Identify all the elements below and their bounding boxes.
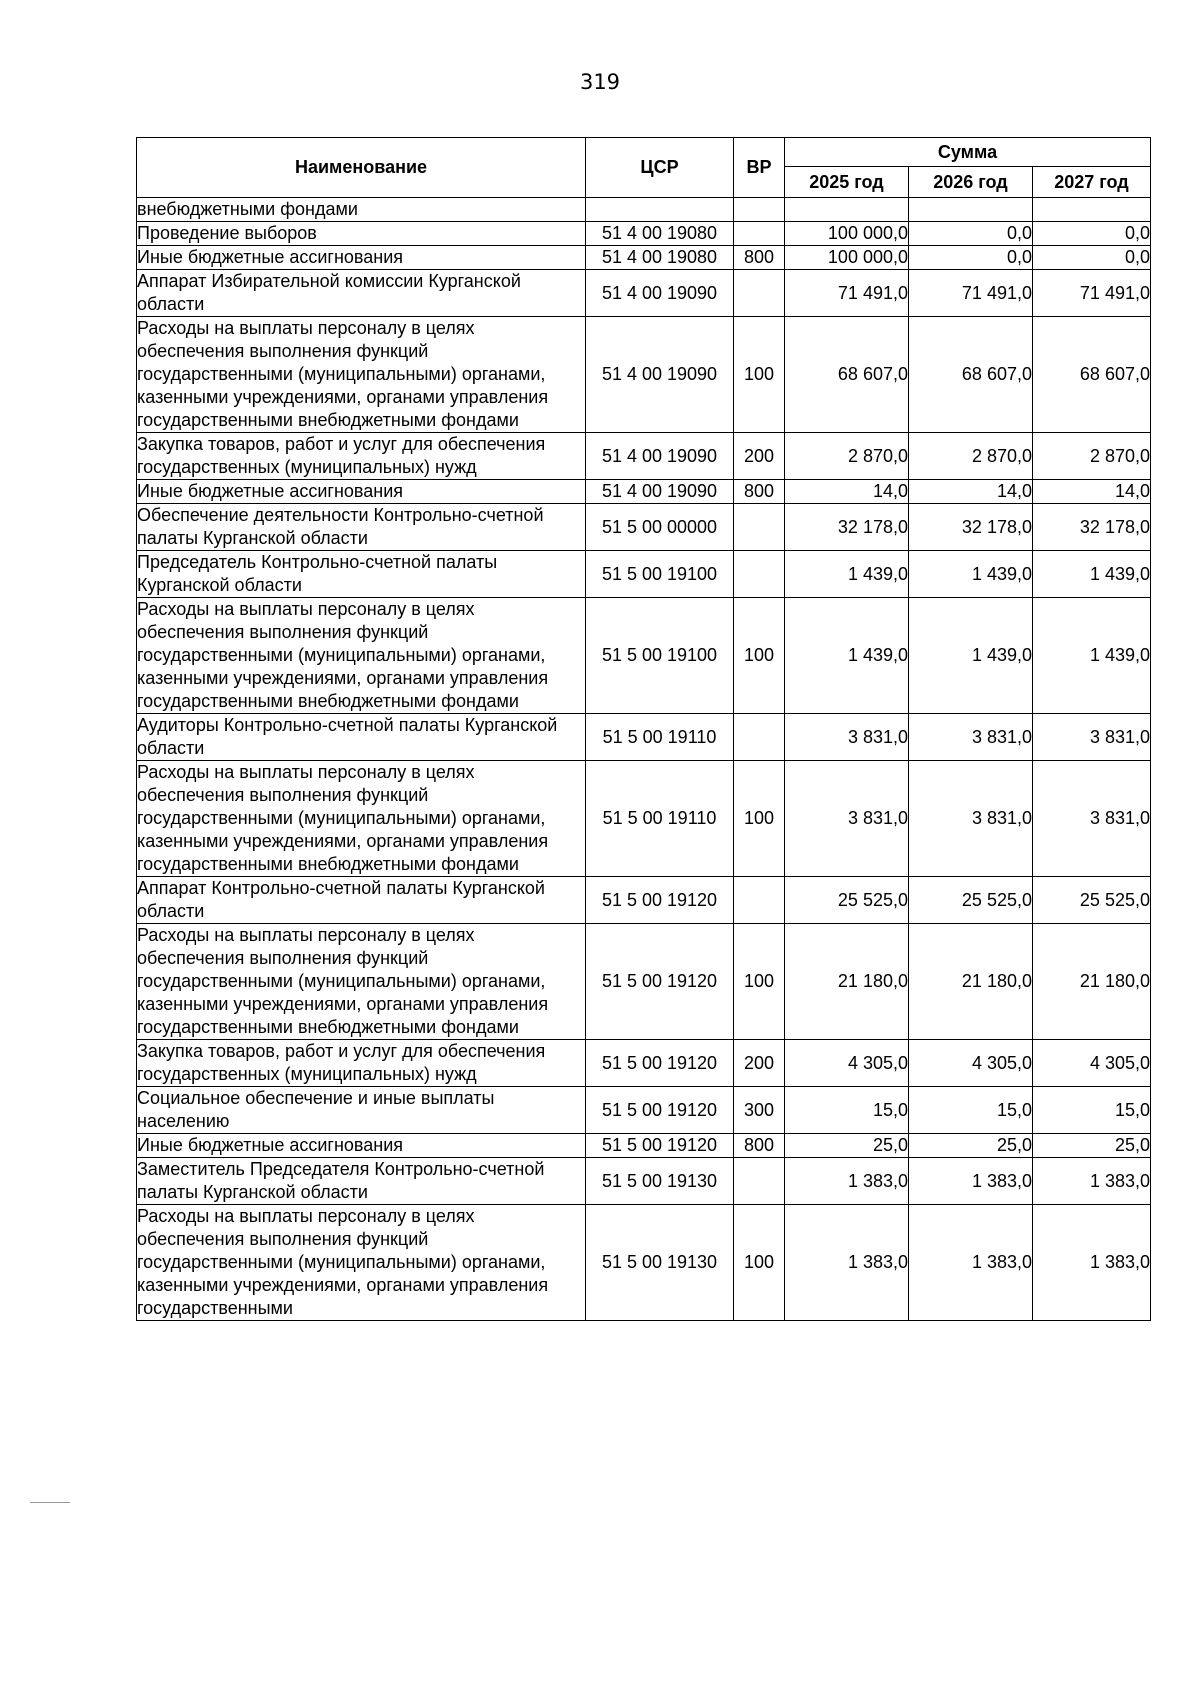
table-row [137,1205,1151,1321]
row-vr: 200 [734,1040,785,1087]
row-vr: 800 [734,246,785,270]
row-sum-2027: 2 870,0 [1033,433,1151,480]
row-name: внебюджетными фондами [137,198,586,222]
row-sum-2027: 14,0 [1033,480,1151,504]
row-sum-2026: 2 870,0 [909,433,1033,480]
row-sum-2027: 1 383,0 [1033,1158,1151,1205]
row-sum-2025: 2 870,0 [785,433,909,480]
row-sum-2025: 1 439,0 [785,551,909,598]
table-row [137,761,1151,877]
row-csr: 51 5 00 19120 [586,877,734,924]
row-vr: 100 [734,317,785,433]
header-name: Наименование [137,138,586,198]
row-csr: 51 4 00 19090 [586,317,734,433]
header-sum: Сумма [785,138,1151,167]
row-name: Председатель Контрольно-счетной палаты Курганской области [137,551,586,598]
table-row [137,222,1151,246]
row-name: Закупка товаров, работ и услуг для обеспечения государственных (муниципальных) нужд [137,433,586,480]
row-sum-2025: 1 383,0 [785,1205,909,1321]
row-csr: 51 4 00 19090 [586,480,734,504]
row-sum-2025: 3 831,0 [785,761,909,877]
row-sum-2027: 15,0 [1033,1087,1151,1134]
row-sum-2026: 0,0 [909,246,1033,270]
table-header [137,138,1151,198]
row-sum-2026: 1 383,0 [909,1158,1033,1205]
row-vr: 100 [734,1205,785,1321]
row-sum-2025: 4 305,0 [785,1040,909,1087]
row-sum-2026: 14,0 [909,480,1033,504]
row-sum-2025: 32 178,0 [785,504,909,551]
row-sum-2026: 68 607,0 [909,317,1033,433]
table-row [137,480,1151,504]
row-name: Социальное обеспечение и иные выплаты населению [137,1087,586,1134]
row-vr: 100 [734,598,785,714]
row-sum-2027: 0,0 [1033,222,1151,246]
table-row [137,714,1151,761]
row-name: Расходы на выплаты персоналу в целях обеспечения выполнения функций государственными (муниципальными) органами, казенными учреждениями, органами управления государственными внебюджетными фондами [137,924,586,1040]
table-body [137,198,1151,1321]
table-row [137,924,1151,1040]
row-sum-2027: 4 305,0 [1033,1040,1151,1087]
budget-table [136,137,1151,1321]
row-sum-2026: 3 831,0 [909,761,1033,877]
row-name: Закупка товаров, работ и услуг для обеспечения государственных (муниципальных) нужд [137,1040,586,1087]
table-row [137,433,1151,480]
row-sum-2026: 3 831,0 [909,714,1033,761]
row-sum-2026: 1 383,0 [909,1205,1033,1321]
row-sum-2027: 25 525,0 [1033,877,1151,924]
table-row [137,877,1151,924]
table-row [137,270,1151,317]
row-sum-2026: 4 305,0 [909,1040,1033,1087]
row-sum-2026: 25 525,0 [909,877,1033,924]
row-sum-2027: 1 439,0 [1033,551,1151,598]
row-vr [734,504,785,551]
row-csr: 51 4 00 19090 [586,270,734,317]
header-year-2026: 2026 год [909,167,1033,198]
row-csr: 51 5 00 19120 [586,1134,734,1158]
row-sum-2025: 25 525,0 [785,877,909,924]
row-sum-2025: 1 439,0 [785,598,909,714]
row-sum-2025: 21 180,0 [785,924,909,1040]
row-sum-2025: 100 000,0 [785,222,909,246]
row-name: Заместитель Председателя Контрольно-счетной палаты Курганской области [137,1158,586,1205]
table-row [137,1087,1151,1134]
row-vr [734,714,785,761]
header-year-2027: 2027 год [1033,167,1151,198]
row-name: Аппарат Контрольно-счетной палаты Курганской области [137,877,586,924]
header-vr: ВР [734,138,785,198]
row-sum-2027: 71 491,0 [1033,270,1151,317]
row-vr [734,551,785,598]
table-row [137,1134,1151,1158]
row-sum-2026: 0,0 [909,222,1033,246]
row-vr: 300 [734,1087,785,1134]
row-sum-2026: 71 491,0 [909,270,1033,317]
row-csr: 51 5 00 19120 [586,1040,734,1087]
row-sum-2027: 3 831,0 [1033,714,1151,761]
row-sum-2026: 15,0 [909,1087,1033,1134]
table-row [137,1158,1151,1205]
row-csr: 51 5 00 19130 [586,1205,734,1321]
row-csr: 51 5 00 00000 [586,504,734,551]
row-vr: 200 [734,433,785,480]
row-sum-2027 [1033,198,1151,222]
row-sum-2025 [785,198,909,222]
row-csr: 51 5 00 19100 [586,598,734,714]
row-vr [734,198,785,222]
row-sum-2025: 1 383,0 [785,1158,909,1205]
row-sum-2025: 100 000,0 [785,246,909,270]
row-name: Расходы на выплаты персоналу в целях обеспечения выполнения функций государственными (муниципальными) органами, казенными учреждениями, органами управления государственными внебюджетными фондами [137,761,586,877]
row-sum-2025: 15,0 [785,1087,909,1134]
row-sum-2027: 0,0 [1033,246,1151,270]
row-csr: 51 5 00 19120 [586,924,734,1040]
row-csr: 51 4 00 19090 [586,433,734,480]
row-name: Иные бюджетные ассигнования [137,480,586,504]
row-name: Проведение выборов [137,222,586,246]
table-row [137,317,1151,433]
row-vr: 800 [734,480,785,504]
row-sum-2027: 25,0 [1033,1134,1151,1158]
table-row [137,246,1151,270]
row-sum-2027: 3 831,0 [1033,761,1151,877]
row-sum-2026: 25,0 [909,1134,1033,1158]
row-csr: 51 5 00 19100 [586,551,734,598]
row-csr: 51 5 00 19110 [586,714,734,761]
row-vr: 100 [734,761,785,877]
row-csr: 51 4 00 19080 [586,222,734,246]
row-name: Обеспечение деятельности Контрольно-счетной палаты Курганской области [137,504,586,551]
row-name: Аппарат Избирательной комиссии Курганской области [137,270,586,317]
row-sum-2027: 32 178,0 [1033,504,1151,551]
row-vr: 800 [734,1134,785,1158]
row-sum-2027: 1 383,0 [1033,1205,1151,1321]
table-row [137,598,1151,714]
row-sum-2027: 68 607,0 [1033,317,1151,433]
table-row [137,1040,1151,1087]
row-sum-2026: 1 439,0 [909,551,1033,598]
row-name: Расходы на выплаты персоналу в целях обеспечения выполнения функций государственными (муниципальными) органами, казенными учреждениями, органами управления государственными [137,1205,586,1321]
row-vr [734,877,785,924]
row-name: Иные бюджетные ассигнования [137,246,586,270]
header-year-2025: 2025 год [785,167,909,198]
row-name: Иные бюджетные ассигнования [137,1134,586,1158]
row-vr: 100 [734,924,785,1040]
row-csr [586,198,734,222]
table-row [137,198,1151,222]
table-row [137,504,1151,551]
row-sum-2025: 25,0 [785,1134,909,1158]
row-sum-2026 [909,198,1033,222]
row-sum-2025: 14,0 [785,480,909,504]
row-vr [734,270,785,317]
row-csr: 51 5 00 19130 [586,1158,734,1205]
row-sum-2025: 68 607,0 [785,317,909,433]
row-sum-2026: 32 178,0 [909,504,1033,551]
page-number: 319 [579,70,621,94]
row-csr: 51 5 00 19120 [586,1087,734,1134]
row-name: Расходы на выплаты персоналу в целях обеспечения выполнения функций государственными (муниципальными) органами, казенными учреждениями, органами управления государственными внебюджетными фондами [137,317,586,433]
row-sum-2026: 1 439,0 [909,598,1033,714]
row-csr: 51 5 00 19110 [586,761,734,877]
row-name: Расходы на выплаты персоналу в целях обеспечения выполнения функций государственными (муниципальными) органами, казенными учреждениями, органами управления государственными внебюджетными фондами [137,598,586,714]
row-vr [734,1158,785,1205]
header-csr: ЦСР [586,138,734,198]
row-csr: 51 4 00 19080 [586,246,734,270]
row-name: Аудиторы Контрольно-счетной палаты Курганской области [137,714,586,761]
row-vr [734,222,785,246]
row-sum-2027: 21 180,0 [1033,924,1151,1040]
row-sum-2025: 3 831,0 [785,714,909,761]
row-sum-2027: 1 439,0 [1033,598,1151,714]
table-row [137,551,1151,598]
scan-mark [30,1502,70,1503]
row-sum-2025: 71 491,0 [785,270,909,317]
row-sum-2026: 21 180,0 [909,924,1033,1040]
